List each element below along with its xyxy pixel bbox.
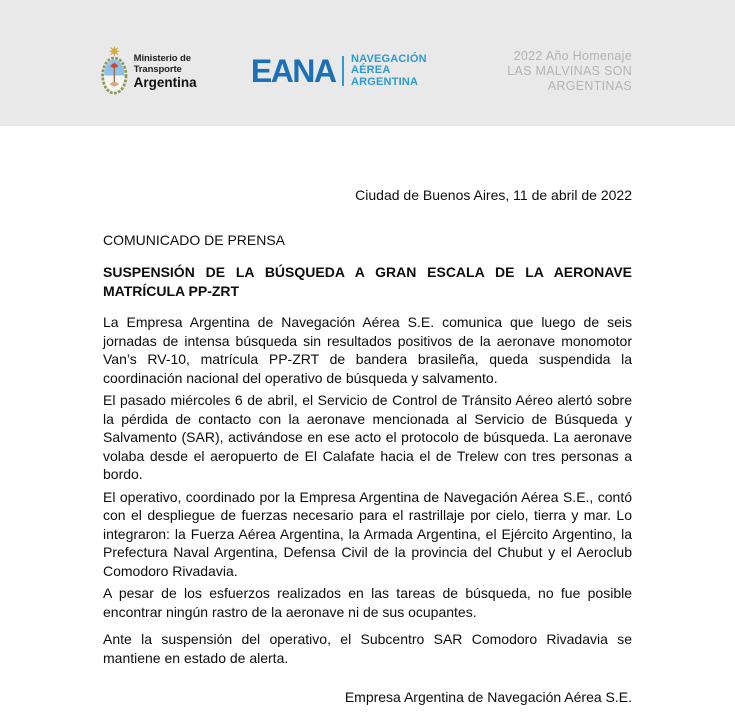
argentina-coat-of-arms-icon <box>99 43 130 100</box>
eana-subtitle <box>351 54 440 89</box>
eana-logo-divider <box>342 56 344 86</box>
paragraph-3: El operativo, coordinado por la Empresa Argentina de Navegación Aérea S.E., contó con el despliegue de fuerzas necesario para el rastrillaje por cielo, tierra y mar. Lo integraron: la Fuerza Aérea Argentina, la Armada Argentina, el Ejército Argentino, la Prefectura Naval Argentina, Defensa Civil de la provincia del Chubut y el Aeroclub Comodoro Rivadavia. <box>103 488 632 579</box>
homage-text <box>440 49 632 94</box>
ministry-name: Ministerio de Transporte <box>133 52 191 75</box>
document-title: SUSPENSIÓN DE LA BÚSQUEDA A GRAN ESCALA DE LA AERONAVE MATRÍCULA PP-ZRT <box>103 264 632 299</box>
paragraph-4: A pesar de los esfuerzos realizados en las tareas de búsqueda, no fue posible encontrar ningún rastro de la aeronave ni de sus ocupantes. <box>103 585 632 620</box>
header <box>0 0 735 126</box>
eana-logo <box>251 54 441 89</box>
document-kicker: COMUNICADO DE PRENSA <box>103 231 286 248</box>
eana-subtitle-line1: NAVEGACIÓN <box>350 52 427 65</box>
signature: Empresa Argentina de Navegación Aérea S.E. <box>344 689 632 705</box>
paragraph-1: La Empresa Argentina de Navegación Aérea S.E. comunica que luego de seis jornadas de intensa búsqueda sin resultados positivos de la aeronave monomotor Van’s RV-10, matrícula PP-ZRT de bandera brasileña, queda suspendida la coordinación nacional del operativo de búsqueda y salvamento. <box>103 314 632 386</box>
ministry-country: Argentina <box>133 74 197 90</box>
eana-wordmark: EANA <box>250 53 336 89</box>
paragraph-2: El pasado miércoles 6 de abril, el Servicio de Control de Tránsito Aéreo alertó sobre la pérdida de contacto con la aeronave mencionada al Servicio de Búsqueda y Salvamento (SAR), activándose en ese acto el protocolo de búsqueda. La aeronave volaba desde el aeropuerto de El Calafate hacia el de Trelew con tres personas a bordo. <box>103 392 632 482</box>
letter-body <box>0 126 735 707</box>
dateline: Ciudad de Buenos Aires, 11 de abril de 2022 <box>355 187 632 203</box>
homage-line2: LAS MALVINAS SON ARGENTINAS <box>507 63 632 93</box>
ministry-brand <box>99 43 231 100</box>
paragraph-5: Ante la suspensión del operativo, el Subcentro SAR Comodoro Rivadavia se mantiene en estado de alerta. <box>103 631 632 666</box>
homage-line1: 2022 Año Homenaje <box>513 48 632 63</box>
ministry-text <box>134 53 231 90</box>
eana-subtitle-line2: AÉREA ARGENTINA <box>350 64 419 88</box>
